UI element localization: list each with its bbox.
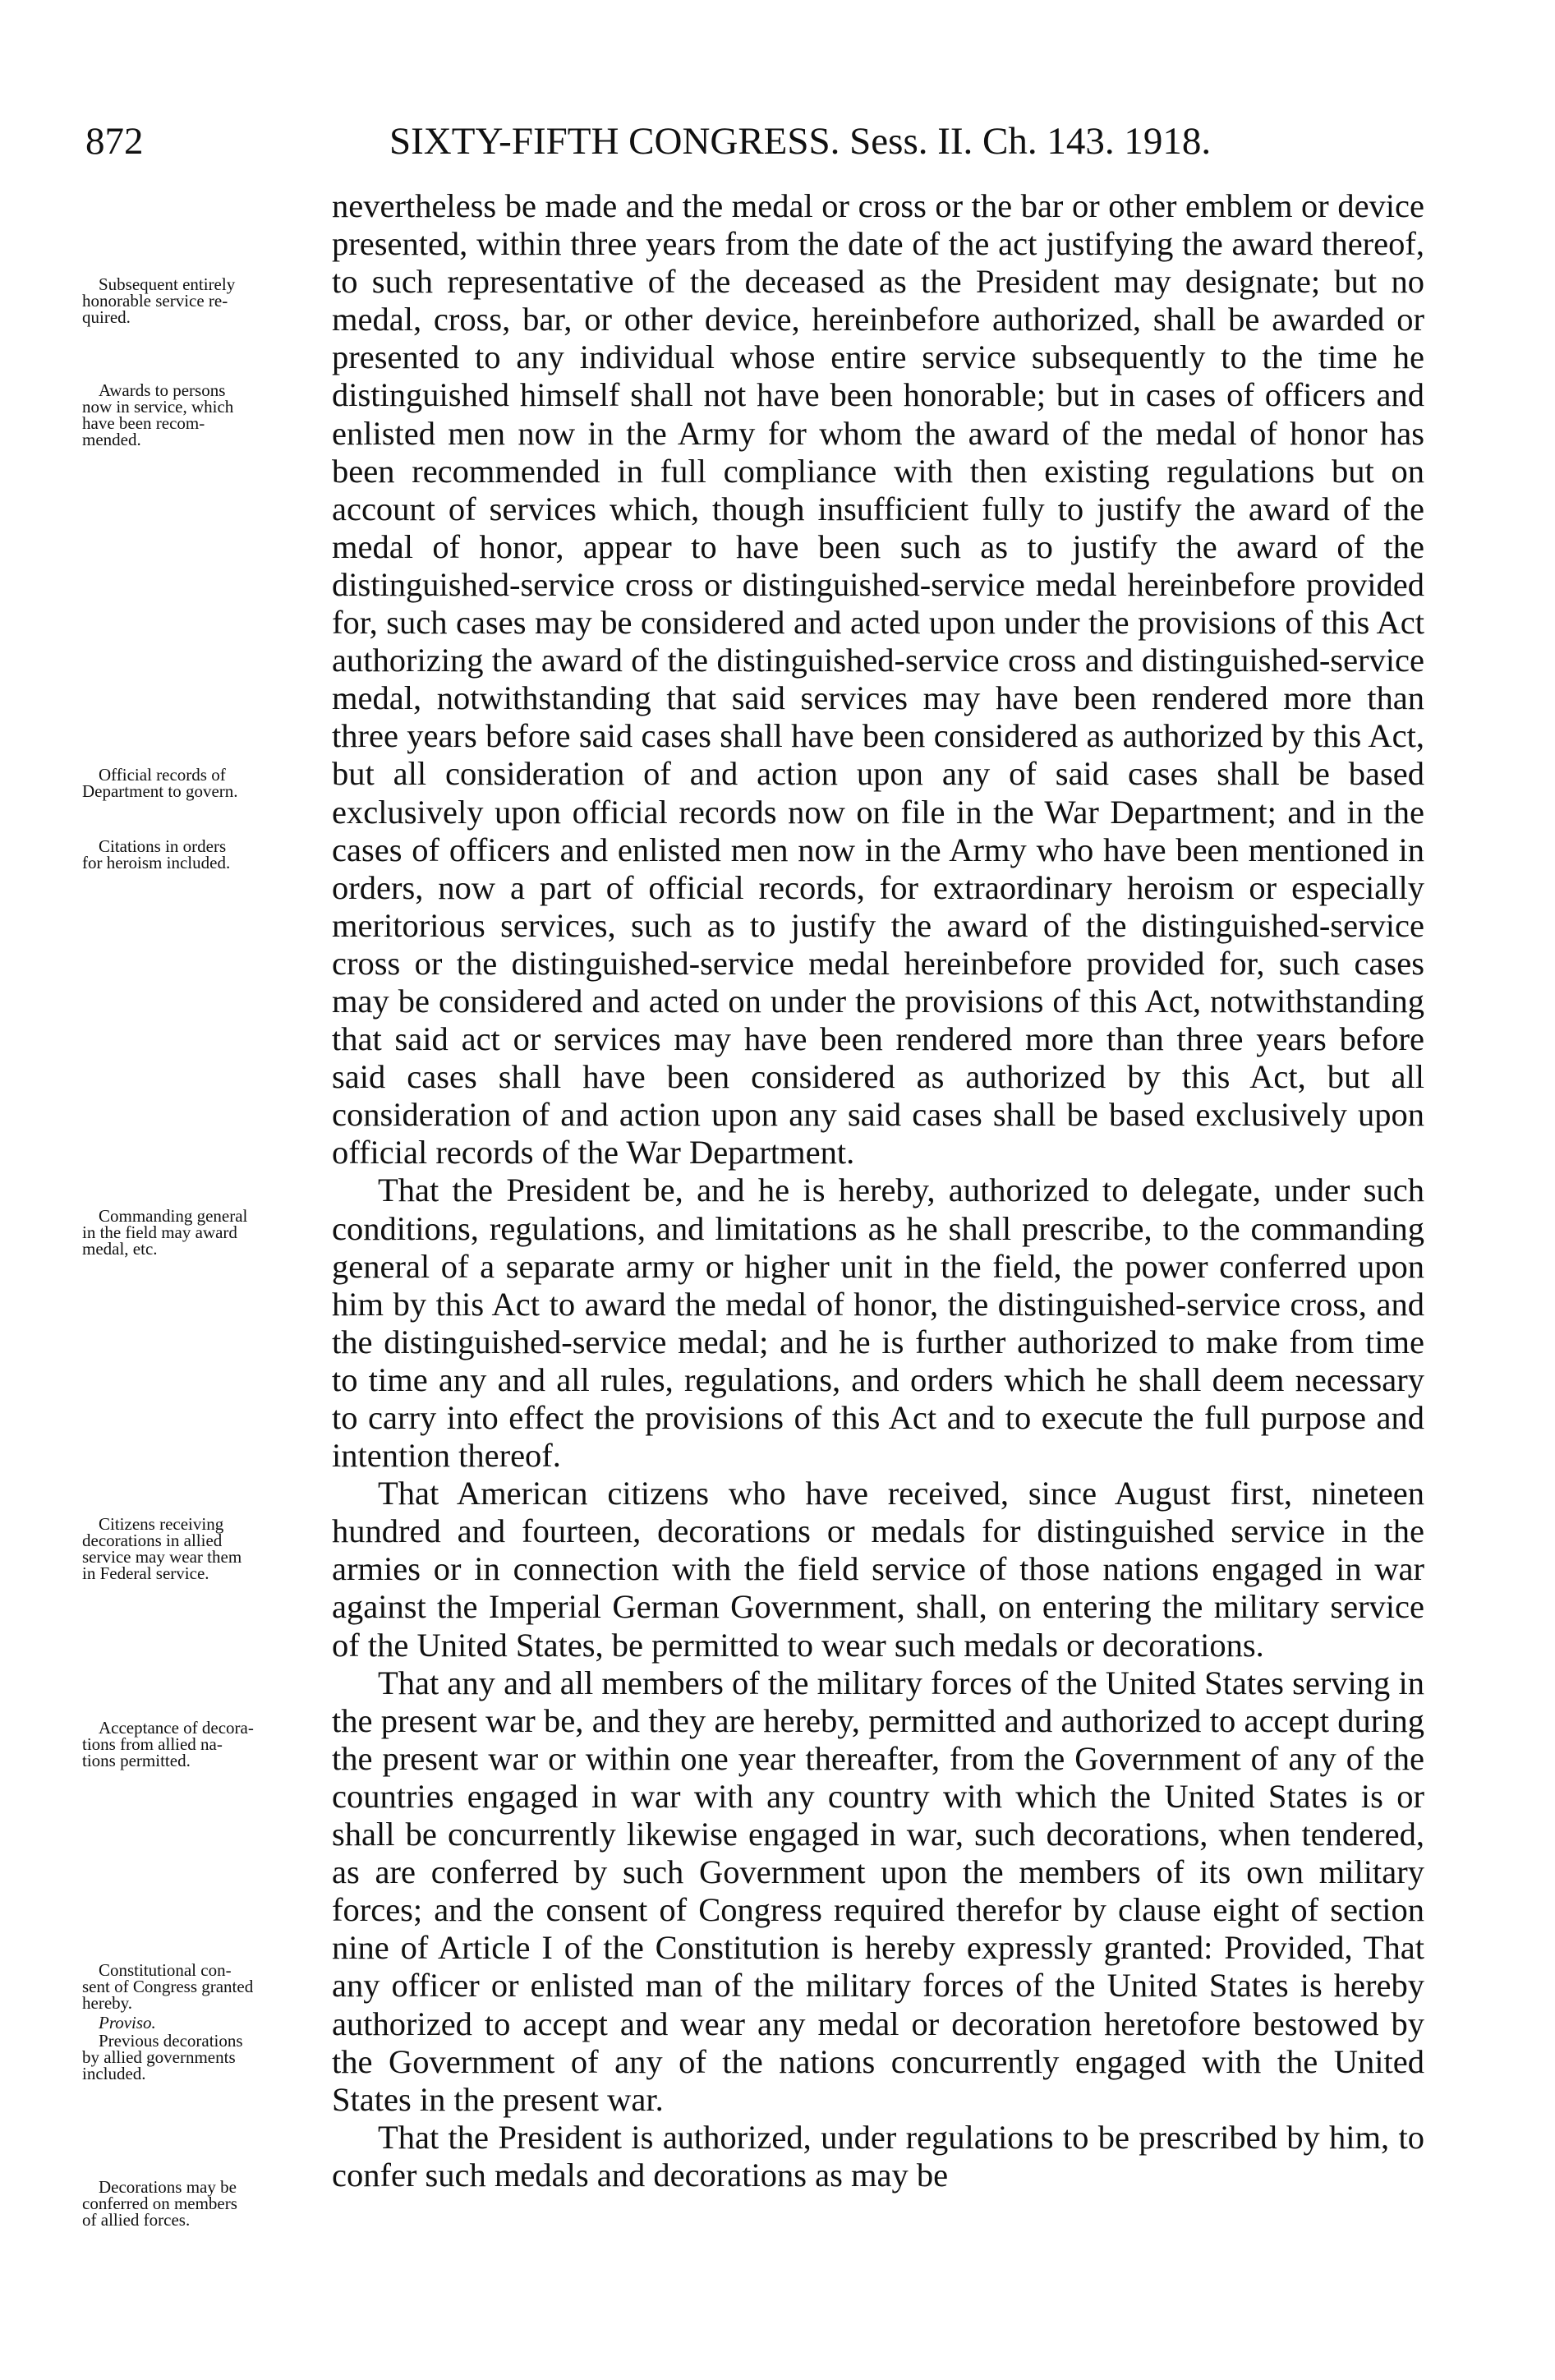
- margin-note-line: service may wear them: [82, 1547, 242, 1567]
- margin-note-line: honorable service re-: [82, 291, 228, 311]
- margin-note-official-records: [82, 766, 329, 799]
- page-header: [85, 117, 1424, 166]
- margin-note-line: by allied governments: [82, 2047, 236, 2067]
- margin-note-line: Citizens receiving: [99, 1514, 224, 1534]
- margin-note-line: included.: [82, 2064, 146, 2083]
- margin-note-line: in Federal service.: [82, 1563, 209, 1583]
- margin-note-line: sent of Congress granted: [82, 1977, 254, 1996]
- margin-note-line: now in service, which: [82, 397, 234, 417]
- margin-note-line: in the field may award: [82, 1222, 237, 1242]
- margin-note-line: Decorations may be: [99, 2177, 237, 2197]
- running-title: SIXTY-FIFTH CONGRESS. Sess. II. Ch. 143. 1918.: [389, 120, 1212, 163]
- margin-note-citations: [82, 838, 329, 871]
- margin-note-line: Previous decorations: [99, 2031, 243, 2051]
- margin-note-citizens-receiving: [82, 1516, 329, 1581]
- margin-note-line: hereby.: [82, 1993, 133, 2013]
- margin-note-line: medal, etc.: [82, 1239, 158, 1259]
- margin-note-line: Awards to persons: [99, 380, 226, 400]
- margin-note-previous-decorations: [82, 2032, 329, 2082]
- margin-note-proviso: [82, 2014, 329, 2031]
- page-number: 872: [85, 120, 144, 163]
- margin-note-line: Commanding general: [99, 1206, 248, 1226]
- margin-note-line: of allied forces.: [82, 2210, 191, 2230]
- margin-note-line: Proviso.: [99, 2013, 156, 2032]
- margin-note-line: Subsequent entirely: [99, 274, 236, 294]
- statute-text: [332, 187, 1424, 2194]
- paragraph-acceptance-decorations: That any and all members of the military forces of the United States serving in the present war be, and they are hereby, permitted and authorized to accept during the present war or within one year thereafter, from the Government of any of the countries engaged in war with any country with which the United States is or shall be concurrently likewise engaged in war, such decorations, when tendered, as are conferred by such Government upon the members of its own military forces; and the consent of Congress required therefor by clause eight of section nine of Article I of the Constitution is hereby expressly granted: Provided, That any officer or enlisted man of the military forces of the United States is hereby authorized to accept and wear any medal or decoration heretofore bestowed by the Government of any of the nations concurrently engaged with the United States in the present war.: [332, 1664, 1424, 2118]
- margin-note-constitutional-consent: [82, 1962, 329, 2011]
- margin-note-line: mended.: [82, 430, 141, 449]
- paragraph-american-citizens: That American citizens who have received, since August first, nineteen hundred and fourteen, decorations or medals for distinguished service in the armies or in connection with the field service of those nations engaged in war against the Imperial German Government, shall, on entering the military service of the United States, be permitted to wear such medals or decorations.: [332, 1475, 1424, 1664]
- margin-note-line: Acceptance of decora-: [99, 1718, 254, 1738]
- margin-note-line: have been recom-: [82, 413, 205, 433]
- margin-note-line: tions permitted.: [82, 1751, 191, 1770]
- margin-note-line: quired.: [82, 307, 131, 327]
- margin-note-line: for heroism included.: [82, 853, 231, 872]
- margin-note-commanding-general: [82, 1208, 329, 1257]
- margin-note-line: conferred on members: [82, 2194, 237, 2213]
- paragraph-delegation: That the President be, and he is hereby, authorized to delegate, under such conditions, regulations, and limitations as he shall prescribe, to the commanding general of a separate army or higher unit in the field, the power conferred upon him by this Act to award the medal of honor, the distinguished-service cross, and the distinguished-service medal; and he is further authorized to make from time to time any and all rules, regulations, and orders which he shall deem necessary to carry into effect the provisions of this Act and to execute the full purpose and intention thereof.: [332, 1172, 1424, 1475]
- margin-note-decorations-allied: [82, 2179, 329, 2228]
- margin-note-line: decorations in allied: [82, 1531, 223, 1550]
- paragraph-confer-medals: That the President is authorized, under regulations to be prescribed by him, to confer such medals and decorations as may be: [332, 2118, 1424, 2194]
- paragraph-continuation: nevertheless be made and the medal or cross or the bar or other emblem or device presented, within three years from the date of the act justifying the award thereof, to such representative of the deceased as the President may designate; but no medal, cross, bar, or other device, hereinbefore authorized, shall be awarded or presented to any individual whose entire service subsequently to the time he distinguished himself shall not have been honorable; but in cases of officers and enlisted men now in the Army for whom the award of the medal of honor has been recommended in full compliance with then existing regulations but on account of services which, though insufficient fully to justify the award of the medal of honor, appear to have been such as to justify the award of the distinguished-service cross or distinguished-service medal hereinbefore provided for, such cases may be considered and acted upon under the provisions of this Act authorizing the award of the distinguished-service cross and distinguished-service medal, notwithstanding that said services may have been rendered more than three years before said cases shall have been considered as authorized by this Act, but all consideration of and action upon any of said cases shall be based exclusively upon official records now on file in the War Department; and in the cases of officers and enlisted men now in the Army who have been mentioned in orders, now a part of official records, for extraordinary heroism or especially meritorious services, such as to justify the award of the distinguished-service cross or the distinguished-service medal hereinbefore provided for, such cases may be considered and acted on under the provisions of this Act, notwithstanding that said act or services may have been rendered more than three years before said cases shall have been considered as authorized by this Act, but all consideration of and action upon any said cases shall be based exclusively upon official records of the War Department.: [332, 187, 1424, 1172]
- margin-note-subsequent-service: [82, 276, 329, 325]
- margin-note-line: Department to govern.: [82, 781, 238, 801]
- margin-note-acceptance: [82, 1719, 329, 1769]
- margin-note-line: Official records of: [99, 765, 226, 785]
- margin-note-line: Citations in orders: [99, 836, 227, 856]
- margin-note-line: tions from allied na-: [82, 1734, 223, 1754]
- margin-note-line: Constitutional con-: [99, 1960, 232, 1980]
- margin-note-awards-persons: [82, 382, 329, 448]
